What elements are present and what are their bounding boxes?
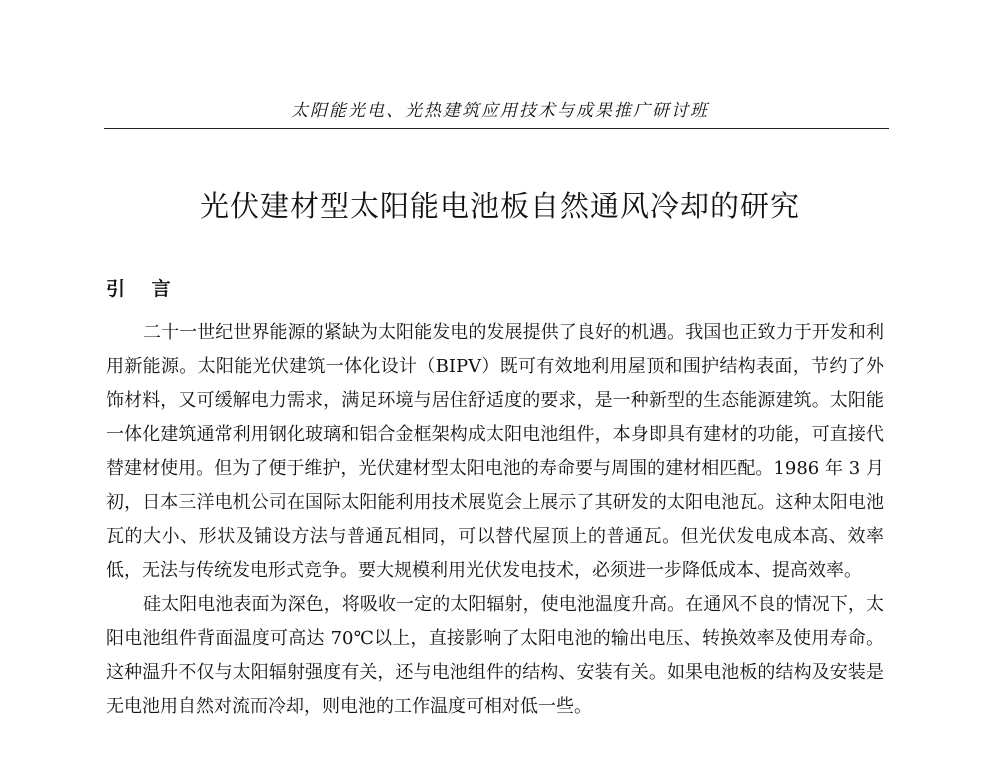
paper-title: 光伏建材型太阳能电池板自然通风冷却的研究	[199, 189, 800, 223]
header-rule	[104, 128, 889, 129]
body-text	[106, 316, 884, 724]
paragraph-2: 硅太阳电池表面为深色，将吸收一定的太阳辐射，使电池温度升高。在通风不良的情况下，太阳电池组件背面温度可高达 70℃以上，直接影响了太阳电池的输出电压、转换效率及使用寿命。这种温升不仅与太阳辐射强度有关，还与电池组件的结构、安装有关。如果电池板的结构及安装是无电池用自然对流而冷却，则电池的工作温度可相对低一些。	[106, 594, 884, 717]
section-heading-introduction: 引 言	[106, 278, 181, 300]
running-header: 太阳能光电、光热建筑应用技术与成果推广研讨班	[291, 101, 709, 121]
paragraph-1: 二十一世纪世界能源的紧缺为太阳能发电的发展提供了良好的机遇。我国也正致力于开发和利用新能源。太阳能光伏建筑一体化设计（BIPV）既可有效地利用屋顶和围护结构表面，节约了外饰材料，又可缓解电力需求，满足环境与居住舒适度的要求，是一种新型的生态能源建筑。太阳能一体化建筑通常利用钢化玻璃和铝合金框架构成太阳电池组件，本身即具有建材的功能，可直接代替建材使用。但为了便于维护，光伏建材型太阳电池的寿命要与周围的建材相匹配。1986 年 3 月初，日本三洋电机公司在国际太阳能利用技术展览会上展示了其研发的太阳电池瓦。这种太阳电池瓦的大小、形状及铺设方法与普通瓦相同，可以替代屋顶上的普通瓦。但光伏发电成本高、效率低，无法与传统发电形式竞争。要大规模利用光伏发电技术，必须进一步降低成本、提高效率。	[106, 322, 884, 581]
